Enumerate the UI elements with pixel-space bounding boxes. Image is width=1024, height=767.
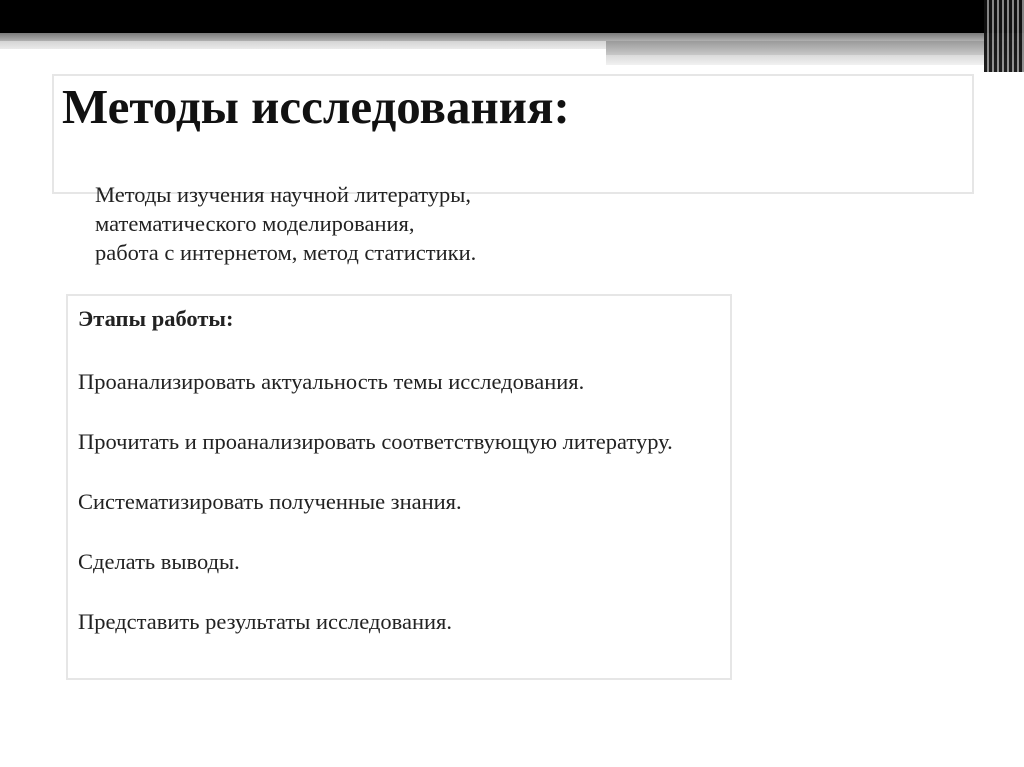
- slide-title: Методы исследования:: [62, 79, 570, 134]
- header-band-step-light: [606, 55, 1024, 65]
- methods-line: математического моделирования,: [95, 211, 415, 236]
- stage-item: Представить результаты исследования.: [78, 609, 453, 634]
- stage-item: Проанализировать актуальность темы исследования.: [78, 369, 585, 394]
- header-band-stripes: [984, 0, 1024, 72]
- header-band-black: [0, 0, 1024, 33]
- stage-item: Сделать выводы.: [78, 549, 240, 574]
- stages-heading: Этапы работы:: [78, 306, 234, 331]
- methods-line: Методы изучения научной литературы,: [95, 182, 472, 207]
- header-band: [0, 0, 1024, 72]
- stage-item: Систематизировать полученные знания.: [78, 489, 462, 514]
- methods-paragraph: [95, 180, 735, 267]
- stages-box: [66, 294, 732, 680]
- header-band-grey-dark: [0, 33, 1024, 41]
- header-band-step: [606, 41, 1024, 55]
- methods-line: работа с интернетом, метод статистики.: [95, 240, 477, 265]
- stage-item: Прочитать и проанализировать соответствующую литературу.: [78, 429, 673, 454]
